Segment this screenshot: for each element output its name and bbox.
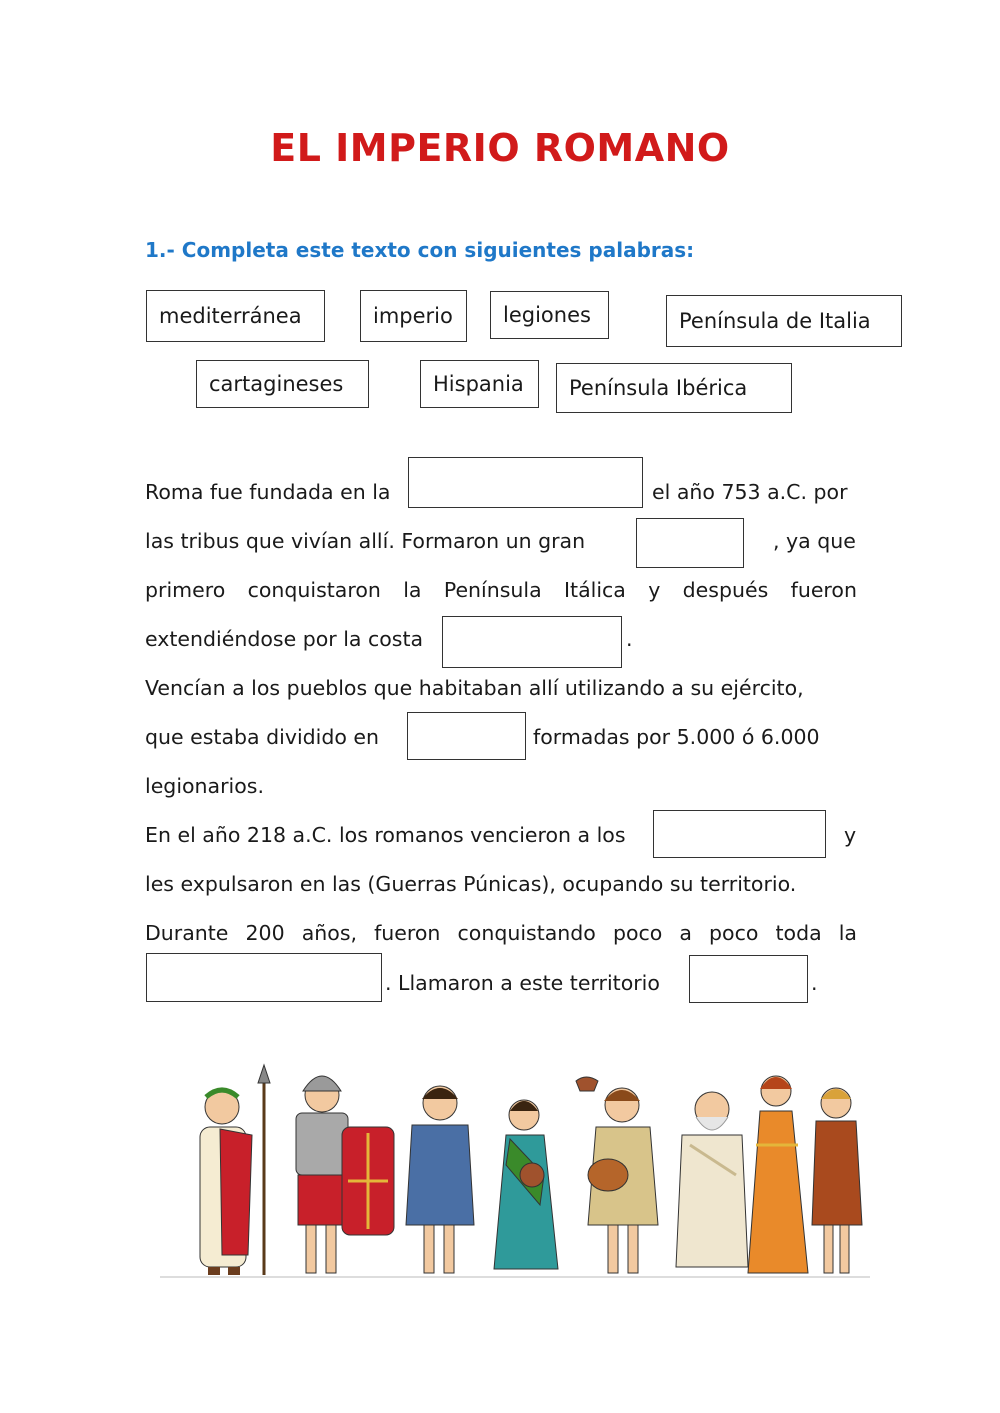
text-line: extendiéndose por la costa <box>145 627 424 651</box>
word: la <box>403 578 422 602</box>
legionary-figure <box>258 1065 394 1275</box>
word-card[interactable] <box>420 360 539 408</box>
word-label: Hispania <box>433 372 524 396</box>
text-line: Vencían a los pueblos que habitaban allí utilizando a su ejército, <box>145 676 804 700</box>
old-philosopher-figure <box>676 1092 748 1267</box>
word-label: legiones <box>503 303 591 327</box>
word-label: mediterránea <box>159 304 302 328</box>
word-label: imperio <box>373 304 453 328</box>
word: conquistando <box>457 921 596 945</box>
man-blue-tunic-figure <box>406 1086 474 1273</box>
instruction-heading: 1.- Completa este texto con siguientes palabras: <box>145 238 695 262</box>
word-label: Península Ibérica <box>569 376 748 400</box>
word: fueron <box>374 921 441 945</box>
word-card[interactable] <box>666 295 902 347</box>
answer-blank-1[interactable] <box>408 457 643 508</box>
word: Durante <box>145 921 229 945</box>
word-card[interactable] <box>490 291 609 339</box>
word: 200 <box>245 921 285 945</box>
text-line: formadas por 5.000 ó 6.000 <box>533 725 820 749</box>
word-label: cartagineses <box>209 372 344 396</box>
text-line: legionarios. <box>145 774 264 798</box>
word: conquistaron <box>247 578 381 602</box>
answer-blank-6[interactable] <box>146 953 382 1002</box>
emperor-figure <box>200 1090 252 1275</box>
text-line <box>145 575 857 605</box>
text-line: En el año 218 a.C. los romanos vencieron a los <box>145 823 626 847</box>
answer-blank-7[interactable] <box>689 955 808 1003</box>
text-line: , ya que <box>773 529 856 553</box>
answer-blank-2[interactable] <box>636 518 744 568</box>
word: poco <box>612 921 663 945</box>
word: primero <box>145 578 226 602</box>
page-title: EL IMPERIO ROMANO <box>270 126 730 170</box>
man-with-cup-figure <box>576 1077 658 1273</box>
woman-orange-figure <box>748 1076 808 1273</box>
text-line: el año 753 a.C. por <box>652 480 848 504</box>
word: años, <box>301 921 358 945</box>
answer-blank-5[interactable] <box>653 810 826 858</box>
text-line: . Llamaron a este territorio <box>385 971 660 995</box>
word-card[interactable] <box>556 363 792 413</box>
word: fueron <box>790 578 857 602</box>
answer-blank-4[interactable] <box>407 712 526 760</box>
text-line: . <box>811 971 818 995</box>
word: poco <box>709 921 759 945</box>
answer-blank-3[interactable] <box>442 616 622 668</box>
text-line: les expulsaron en las (Guerras Púnicas), ocupando su territorio. <box>145 872 797 896</box>
word: Itálica <box>564 578 626 602</box>
text-line: Roma fue fundada en la <box>145 480 391 504</box>
word: toda <box>775 921 822 945</box>
word: y <box>648 578 661 602</box>
text-line: . <box>626 627 633 651</box>
woman-green-figure <box>494 1100 558 1269</box>
boy-brown-figure <box>812 1088 862 1273</box>
text-line <box>145 918 857 948</box>
word: la <box>838 921 857 945</box>
word-label: Península de Italia <box>679 309 871 333</box>
word: después <box>682 578 769 602</box>
roman-people-illustration <box>160 1055 870 1285</box>
word-card[interactable] <box>196 360 369 408</box>
word-card[interactable] <box>146 290 325 342</box>
text-line: las tribus que vivían allí. Formaron un gran <box>145 529 586 553</box>
text-line: que estaba dividido en <box>145 725 380 749</box>
word: a <box>679 921 692 945</box>
word: Península <box>443 578 542 602</box>
text-line: y <box>844 823 857 847</box>
word-card[interactable] <box>360 290 467 342</box>
